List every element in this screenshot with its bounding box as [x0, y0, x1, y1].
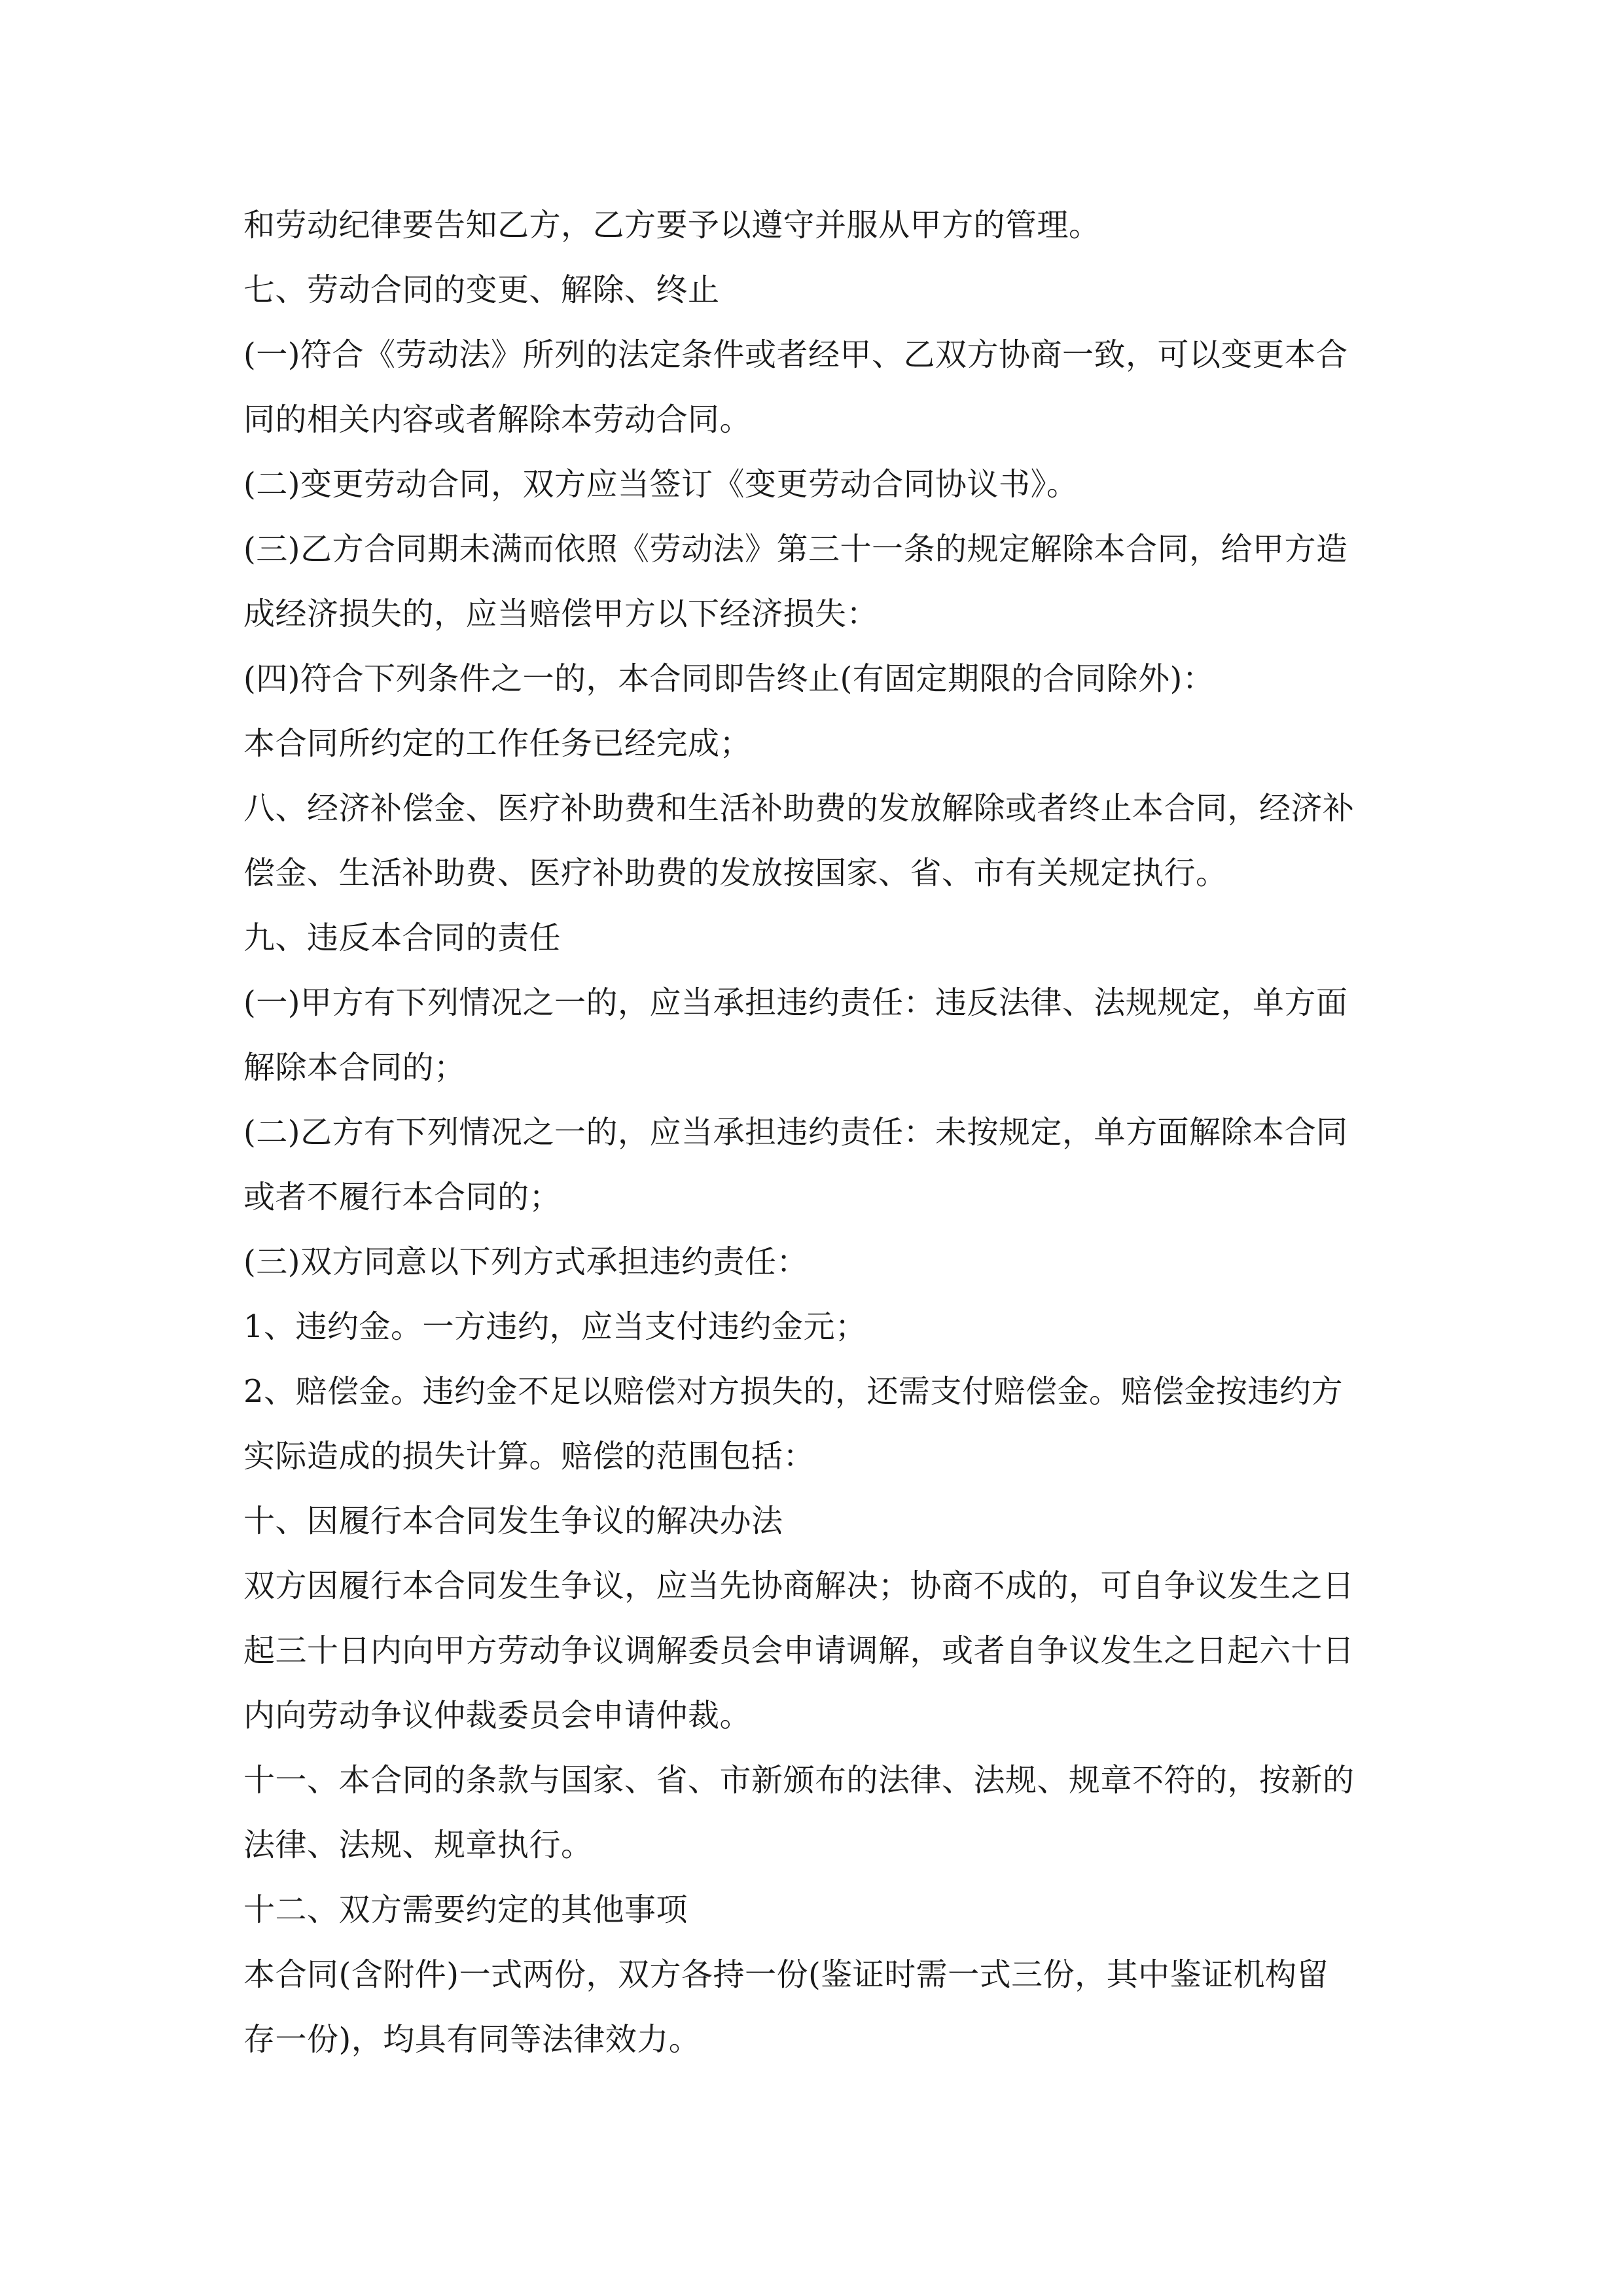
- text-line: 成经济损失的，应当赔偿甲方以下经济损失：: [243, 596, 879, 632]
- text-line: 法律、法规、规章执行。: [243, 1827, 593, 1863]
- text-line: 或者不履行本合同的；: [243, 1179, 562, 1215]
- section-heading: 十、因履行本合同发生争议的解决办法: [243, 1503, 783, 1539]
- text-line: 本合同(含附件)一式两份，双方各持一份(鉴证时需一式三份，其中鉴证机构留: [243, 1956, 1329, 1993]
- section-heading: 九、违反本合同的责任: [243, 920, 562, 956]
- text-line: 存一份)，均具有同等法律效力。: [243, 2021, 701, 2058]
- document-body: [243, 193, 1382, 2072]
- text-line: 起三十日内向甲方劳动争议调解委员会申请调解，或者自争议发生之日起六十日: [243, 1632, 1355, 1669]
- section-heading: 七、劳动合同的变更、解除、终止: [243, 272, 720, 308]
- text-line: (一)符合《劳动法》所列的法定条件或者经甲、乙双方协商一致，可以变更本合: [243, 336, 1348, 373]
- text-line: 1、违约金。一方违约，应当支付违约金元；: [243, 1308, 867, 1345]
- section-heading: 十一、本合同的条款与国家、省、市新颁布的法律、法规、规章不符的，按新的: [243, 1762, 1355, 1799]
- text-line: (一)甲方有下列情况之一的，应当承担违约责任：违反法律、法规规定，单方面: [243, 984, 1348, 1021]
- text-line: (四)符合下列条件之一的，本合同即告终止(有固定期限的合同除外)：: [243, 660, 1215, 697]
- text-line: 实际造成的损失计算。赔偿的范围包括：: [243, 1438, 815, 1475]
- text-line: 和劳动纪律要告知乙方，乙方要予以遵守并服从甲方的管理。: [243, 207, 1101, 243]
- text-line: (二)变更劳动合同，双方应当签订《变更劳动合同协议书》。: [243, 466, 1079, 503]
- text-line: (二)乙方有下列情况之一的，应当承担违约责任：未按规定，单方面解除本合同: [243, 1114, 1348, 1151]
- section-heading: 十二、双方需要约定的其他事项: [243, 1892, 688, 1928]
- text-line: (三)乙方合同期未满而依照《劳动法》第三十一条的规定解除本合同，给甲方造: [243, 531, 1348, 567]
- text-line: 偿金、生活补助费、医疗补助费的发放按国家、省、市有关规定执行。: [243, 855, 1228, 891]
- section-heading: 八、经济补偿金、医疗补助费和生活补助费的发放解除或者终止本合同，经济补: [243, 790, 1355, 827]
- text-line: 2、赔偿金。违约金不足以赔偿对方损失的，还需支付赔偿金。赔偿金按违约方: [243, 1373, 1344, 1410]
- text-line: 本合同所约定的工作任务已经完成；: [243, 725, 752, 762]
- text-line: 解除本合同的；: [243, 1049, 466, 1086]
- text-line: 同的相关内容或者解除本劳动合同。: [243, 401, 752, 438]
- text-line: 双方因履行本合同发生争议，应当先协商解决；协商不成的，可自争议发生之日: [243, 1568, 1355, 1604]
- text-line: 内向劳动争议仲裁委员会申请仲裁。: [243, 1697, 752, 1734]
- text-line: (三)双方同意以下列方式承担违约责任：: [243, 1244, 808, 1280]
